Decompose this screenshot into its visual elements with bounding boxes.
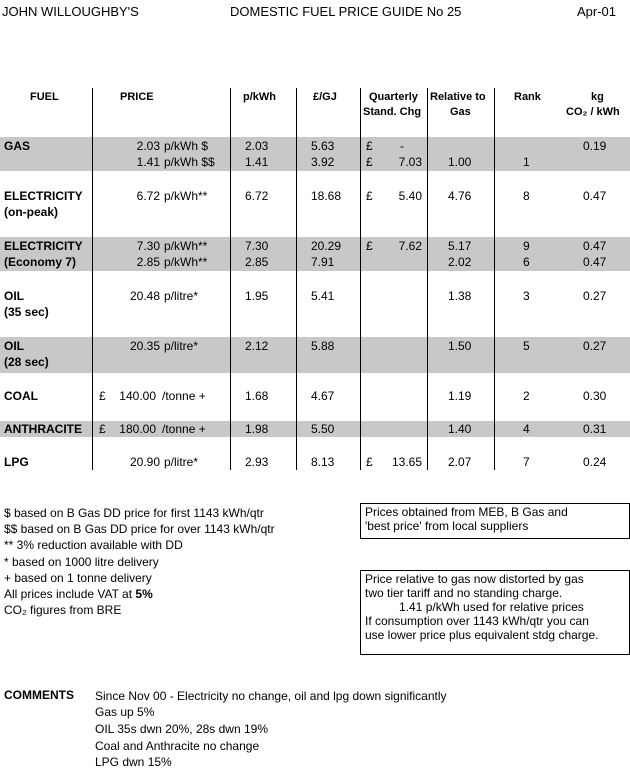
pkwh-value: 6.72 xyxy=(245,189,269,203)
rank-value: 1 xyxy=(523,155,530,169)
rank-value: 7 xyxy=(523,455,530,469)
fuel-subname: (on-peak) xyxy=(4,205,58,219)
relative-value: 5.17 xyxy=(448,239,472,253)
rank-value: 3 xyxy=(523,289,530,303)
price-value: 20.35 xyxy=(129,339,160,353)
column-divider xyxy=(427,88,428,470)
box-line: Prices obtained from MEB, B Gas and xyxy=(365,505,568,519)
price-unit: p/kWh** xyxy=(164,255,208,269)
pkwh-value: 7.30 xyxy=(245,239,269,253)
author-name: JOHN WILLOUGHBY'S xyxy=(2,4,139,19)
gj-value: 18.68 xyxy=(311,189,342,203)
gj-value: 5.63 xyxy=(311,139,335,153)
box-line: 1.41 p/kWh used for relative prices xyxy=(399,600,584,614)
price-unit: p/litre* xyxy=(164,455,199,469)
vat-rate: 5% xyxy=(135,587,153,601)
footnote: $ based on B Gas DD price for first 1143 kWh/qtr xyxy=(4,506,264,520)
co2-value: 0.30 xyxy=(583,389,607,403)
relative-value: 1.00 xyxy=(448,155,472,169)
column-divider xyxy=(230,88,231,470)
pkwh-value: 1.68 xyxy=(245,389,269,403)
comment-line: Gas up 5% xyxy=(95,705,155,719)
standing-charge-value: 13.65 xyxy=(391,455,422,469)
price-value: 6.72 xyxy=(136,189,160,203)
co2-value: 0.47 xyxy=(583,255,607,269)
gj-value: 5.88 xyxy=(311,339,335,353)
page-title: DOMESTIC FUEL PRICE GUIDE No 25 xyxy=(230,4,462,19)
price-value: 20.48 xyxy=(129,289,160,303)
col-quarterly-header-2: Stand. Chg xyxy=(363,106,422,118)
price-unit: p/kWh $ xyxy=(164,139,209,153)
rank-value: 5 xyxy=(523,339,530,353)
pkwh-value: 2.03 xyxy=(245,139,269,153)
column-divider xyxy=(494,88,495,470)
footnote: * based on 1000 litre delivery xyxy=(4,555,159,569)
relative-value: 1.38 xyxy=(448,289,472,303)
currency-symbol: £ xyxy=(366,155,373,169)
pkwh-value: 2.93 xyxy=(245,455,269,469)
gj-value: 5.50 xyxy=(311,422,335,436)
gj-value: 5.41 xyxy=(311,289,335,303)
col-fuel-header: FUEL xyxy=(30,91,59,103)
relative-value: 1.40 xyxy=(448,422,472,436)
footnote-vat-text: All prices include VAT at xyxy=(4,587,136,601)
fuel-name: GAS xyxy=(4,139,31,153)
relative-value: 4.76 xyxy=(448,189,472,203)
standing-charge-value: - xyxy=(400,139,404,153)
currency-symbol: £ xyxy=(366,239,373,253)
co2-value: 0.47 xyxy=(583,189,607,203)
gj-value: 20.29 xyxy=(311,239,342,253)
column-divider xyxy=(296,88,297,470)
fuel-name: LPG xyxy=(4,455,29,469)
currency-symbol: £ xyxy=(99,422,106,436)
sources-note-box xyxy=(360,503,630,539)
footnote: ** 3% reduction available with DD xyxy=(4,538,183,552)
rank-value: 4 xyxy=(523,422,530,436)
comment-line: LPG dwn 15% xyxy=(95,755,172,769)
price-value: 2.85 xyxy=(136,255,160,269)
comment-line: Since Nov 00 - Electricity no change, oil and lpg down significantly xyxy=(95,689,447,703)
box-line: Price relative to gas now distorted by gas xyxy=(365,572,584,586)
comments-label: COMMENTS xyxy=(4,688,74,702)
relative-value: 1.19 xyxy=(448,389,472,403)
currency-symbol: £ xyxy=(366,189,373,203)
col-co2-header: kg xyxy=(591,91,604,103)
price-value: 7.30 xyxy=(136,239,160,253)
relative-value: 1.50 xyxy=(448,339,472,353)
gj-value: 3.92 xyxy=(311,155,335,169)
column-divider xyxy=(360,88,361,470)
standing-charge-value: 7.03 xyxy=(398,155,422,169)
footnote: + based on 1 tonne delivery xyxy=(4,571,152,585)
box-line: use lower price plus equivalent stdg charge. xyxy=(365,628,599,642)
price-value: 140.00 xyxy=(119,389,156,403)
fuel-name: ELECTRICITY xyxy=(4,239,83,253)
rank-value: 9 xyxy=(523,239,530,253)
fuel-name: ELECTRICITY xyxy=(4,189,83,203)
col-quarterly-header: Quarterly xyxy=(369,91,418,103)
currency-symbol: £ xyxy=(99,389,106,403)
col-relative-header: Relative to xyxy=(430,91,486,103)
col-pkwh-header: p/kWh xyxy=(243,91,276,103)
fuel-name: COAL xyxy=(4,389,38,403)
comment-line: Coal and Anthracite no change xyxy=(95,739,260,753)
price-unit: p/litre* xyxy=(164,339,199,353)
standing-charge-value: 7.62 xyxy=(398,239,422,253)
gj-value: 4.67 xyxy=(311,389,335,403)
price-unit: /tonne + xyxy=(162,389,206,403)
relative-price-note-box xyxy=(360,570,630,655)
fuel-name: OIL xyxy=(4,289,24,303)
price-unit: p/litre* xyxy=(164,289,199,303)
co2-value: 0.24 xyxy=(583,455,607,469)
price-value: 180.00 xyxy=(119,422,156,436)
fuel-name: ANTHRACITE xyxy=(4,422,82,436)
rank-value: 8 xyxy=(523,189,530,203)
currency-symbol: £ xyxy=(366,455,373,469)
col-relative-header-2: Gas xyxy=(450,106,471,118)
col-gj-header: £/GJ xyxy=(313,91,337,103)
col-price-header: PRICE xyxy=(120,91,154,103)
currency-symbol: £ xyxy=(366,139,373,153)
col-rank-header: Rank xyxy=(514,91,541,103)
col-co2-header-2: CO₂ / kWh xyxy=(566,106,620,118)
fuel-subname: (28 sec) xyxy=(4,355,49,369)
issue-date: Apr-01 xyxy=(577,4,617,19)
relative-value: 2.07 xyxy=(448,455,472,469)
price-value: 2.03 xyxy=(136,139,160,153)
co2-value: 0.47 xyxy=(583,239,607,253)
gj-value: 8.13 xyxy=(311,455,335,469)
box-line: 'best price' from local suppliers xyxy=(365,519,529,533)
footnote: CO₂ figures from BRE xyxy=(4,603,122,617)
standing-charge-value: 5.40 xyxy=(398,189,422,203)
pkwh-value: 2.85 xyxy=(245,255,269,269)
price-unit: p/kWh** xyxy=(164,239,208,253)
price-value: 20.90 xyxy=(129,455,160,469)
gj-value: 7.91 xyxy=(311,255,335,269)
price-unit: p/kWh $$ xyxy=(164,155,215,169)
co2-value: 0.27 xyxy=(583,339,607,353)
pkwh-value: 1.41 xyxy=(245,155,269,169)
box-line: two tier tariff and no standing charge. xyxy=(365,586,563,600)
price-value: 1.41 xyxy=(136,155,160,169)
pkwh-value: 1.95 xyxy=(245,289,269,303)
rank-value: 2 xyxy=(523,389,530,403)
column-divider xyxy=(92,88,93,470)
co2-value: 0.27 xyxy=(583,289,607,303)
box-line: If consumption over 1143 kWh/qtr you can xyxy=(365,614,589,628)
fuel-subname: (35 sec) xyxy=(4,305,49,319)
relative-value: 2.02 xyxy=(448,255,472,269)
pkwh-value: 2.12 xyxy=(245,339,269,353)
fuel-name: OIL xyxy=(4,339,24,353)
comment-line: OIL 35s dwn 20%, 28s dwn 19% xyxy=(95,722,268,736)
footnote: $$ based on B Gas DD price for over 1143 kWh/qtr xyxy=(4,522,275,536)
pkwh-value: 1.98 xyxy=(245,422,269,436)
fuel-subname: (Economy 7) xyxy=(4,255,77,269)
price-unit: /tonne + xyxy=(162,422,206,436)
co2-value: 0.31 xyxy=(583,422,607,436)
footnote-vat xyxy=(4,587,153,601)
co2-value: 0.19 xyxy=(583,139,607,153)
rank-value: 6 xyxy=(523,255,530,269)
price-unit: p/kWh** xyxy=(164,189,208,203)
